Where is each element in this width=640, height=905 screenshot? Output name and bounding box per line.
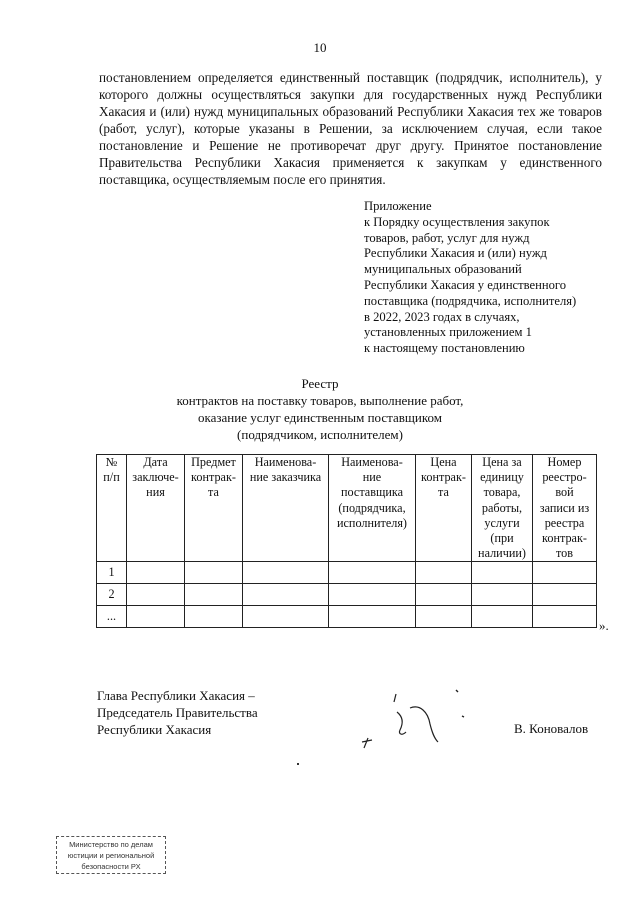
appendix-line: Республики Хакасия у единственного bbox=[364, 277, 567, 292]
registry-column-header bbox=[329, 455, 416, 562]
column-header-line: заключе- bbox=[132, 470, 179, 485]
body-paragraph: постановлением определяется единственный поставщик (подрядчик, исполнитель), у которого должны осуществляться закупки для государственных нужд Республики Хакасия и (или) нужд муниципальных образований Республики Хакасия тех же товаров (работ, услуг), которые указаны в Решении, за исключением случая, если такое постановление и Решение не противоречат друг другу. Принятое постановление Правительства Республики Хакасия применяется к закупкам у единственного поставщика, осуществляемым после его принятия. bbox=[99, 70, 602, 187]
table-cell bbox=[533, 562, 597, 584]
column-header-line: записи из bbox=[539, 500, 590, 515]
column-header-line: поставщика bbox=[340, 485, 404, 500]
registry-header-row bbox=[97, 455, 597, 562]
column-header-line: № bbox=[105, 455, 118, 469]
appendix-line: в 2022, 2023 годах в случаях, bbox=[364, 309, 520, 324]
table-cell bbox=[243, 562, 329, 584]
body-paragraph-block bbox=[99, 69, 602, 188]
column-header-line: Дата bbox=[143, 455, 168, 469]
table-cell bbox=[185, 584, 243, 606]
column-header-line: тов bbox=[555, 546, 573, 561]
column-header-line: единицу bbox=[480, 470, 524, 485]
table-cell bbox=[533, 606, 597, 628]
registry-title-line: оказание услуг единственным поставщиком bbox=[197, 410, 442, 425]
page-number: 10 bbox=[313, 40, 327, 55]
registry-title-line: контрактов на поставку товаров, выполнение работ, bbox=[176, 393, 464, 408]
column-header-line: работы, bbox=[481, 500, 523, 515]
table-cell bbox=[533, 584, 597, 606]
column-header-line: Номер bbox=[547, 455, 582, 469]
registry-title-line: Реестр bbox=[301, 376, 339, 391]
table-cell bbox=[329, 562, 416, 584]
table-cell bbox=[185, 606, 243, 628]
registry-column-header bbox=[243, 455, 329, 562]
column-header-line: реестро- bbox=[542, 470, 587, 485]
signatory-position bbox=[97, 687, 258, 738]
table-cell bbox=[416, 562, 472, 584]
column-header-line: Наименова- bbox=[254, 455, 317, 469]
stamp-line: безопасности РХ bbox=[81, 862, 141, 871]
signatory-name: В. Коновалов bbox=[514, 721, 589, 736]
column-header-line: (подрядчика, bbox=[338, 500, 406, 515]
registry-title-line: (подрядчиком, исполнителем) bbox=[237, 427, 403, 442]
registry-column-header bbox=[97, 455, 127, 562]
column-header-line: контрак- bbox=[421, 470, 466, 485]
table-row bbox=[97, 606, 597, 628]
stamp-line: юстиции и региональной bbox=[67, 851, 155, 860]
registry-title bbox=[0, 375, 640, 443]
column-header-line: та bbox=[208, 485, 219, 500]
column-header-line: ние заказчика bbox=[249, 470, 322, 485]
stamp-line: Министерство по делам bbox=[69, 840, 153, 849]
scan-dot bbox=[297, 763, 299, 765]
row-number-cell: ... bbox=[97, 606, 127, 628]
column-header-line: контрак- bbox=[542, 531, 587, 546]
column-header-line: ния bbox=[146, 485, 165, 500]
table-cell bbox=[243, 606, 329, 628]
table-cell bbox=[329, 606, 416, 628]
column-header-line: (при bbox=[490, 531, 514, 546]
table-cell bbox=[243, 584, 329, 606]
column-header-line: вой bbox=[555, 485, 574, 500]
registry-column-header bbox=[416, 455, 472, 562]
column-header-line: исполнителя) bbox=[337, 515, 407, 530]
column-header-line: Предмет bbox=[191, 455, 236, 469]
appendix-line: поставщика (подрядчика, исполнителя) bbox=[364, 293, 577, 308]
column-header-line: та bbox=[438, 485, 449, 500]
registry-column-header bbox=[472, 455, 533, 562]
registry-column-header bbox=[185, 455, 243, 562]
ministry-stamp bbox=[56, 836, 166, 874]
column-header-line: Цена за bbox=[482, 455, 522, 469]
appendix-line: товаров, работ, услуг для нужд bbox=[364, 230, 530, 245]
signatory-position-line: Республики Хакасия bbox=[97, 722, 212, 737]
appendix-line: Приложение bbox=[364, 199, 432, 213]
row-number-cell: 2 bbox=[97, 584, 127, 606]
appendix-caption bbox=[364, 199, 604, 357]
table-cell bbox=[416, 606, 472, 628]
table-row bbox=[97, 584, 597, 606]
registry-column-header bbox=[127, 455, 185, 562]
column-header-line: контрак- bbox=[191, 470, 236, 485]
column-header-line: Цена bbox=[430, 455, 457, 469]
row-number-cell: 1 bbox=[97, 562, 127, 584]
table-cell bbox=[472, 584, 533, 606]
registry-column-header bbox=[533, 455, 597, 562]
registry-body bbox=[97, 562, 597, 628]
appendix-line: муниципальных образований bbox=[364, 262, 522, 277]
table-cell bbox=[127, 606, 185, 628]
table-cell bbox=[416, 584, 472, 606]
table-cell bbox=[185, 562, 243, 584]
table-cell bbox=[127, 584, 185, 606]
column-header-line: реестра bbox=[544, 515, 585, 530]
table-cell bbox=[127, 562, 185, 584]
table-cell bbox=[329, 584, 416, 606]
column-header-line: ние bbox=[362, 470, 382, 485]
table-cell bbox=[472, 562, 533, 584]
table-cell bbox=[472, 606, 533, 628]
column-header-line: п/п bbox=[103, 470, 120, 485]
registry-table bbox=[96, 454, 597, 628]
signatory-position-line: Глава Республики Хакасия – bbox=[97, 688, 255, 703]
appendix-line: к настоящему постановлению bbox=[364, 341, 525, 356]
column-header-line: наличии) bbox=[478, 546, 526, 561]
table-row bbox=[97, 562, 597, 584]
appendix-line: к Порядку осуществления закупок bbox=[364, 214, 550, 229]
column-header-line: Наименова- bbox=[341, 455, 403, 469]
signatory-position-line: Председатель Правительства bbox=[97, 705, 258, 720]
appendix-line: установленных приложением 1 bbox=[364, 325, 532, 340]
closing-quote-mark: ». bbox=[599, 618, 609, 633]
handwritten-signature bbox=[350, 672, 480, 757]
column-header-line: товара, bbox=[483, 485, 521, 500]
appendix-line: Республики Хакасия и (или) нужд bbox=[364, 246, 547, 261]
column-header-line: услуги bbox=[484, 515, 520, 530]
